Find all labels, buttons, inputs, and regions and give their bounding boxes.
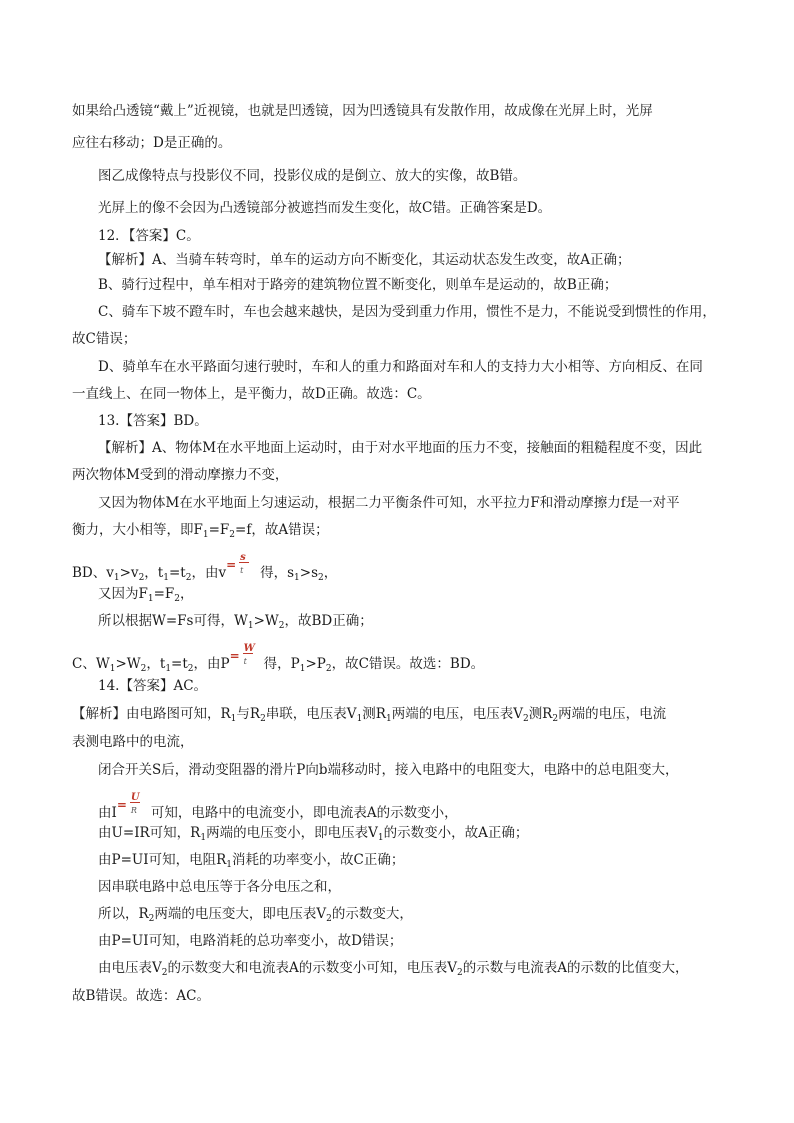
para-line: 【解析】A、物体M在水平地面上运动时，由于对水平地面的压力不变，接触面的粗糙程度不变，因此: [98, 440, 703, 456]
fraction: = U R: [116, 792, 140, 815]
para-line: 由P=UI可知，电路消耗的总功率变小，故D错误；: [98, 933, 403, 949]
para-line: 两次物体M受到的滑动摩擦力不变，: [72, 467, 289, 483]
para-line: 所以根据W=Fs可得，$W_1>W_2$，故BD正确；: [98, 613, 373, 631]
para-line: 图乙成像特点与投影仪不同，投影仪成的是倒立、放大的实像，故B错。: [98, 168, 527, 184]
para-line: 因串联电路中总电压等于各分电压之和，: [98, 879, 341, 895]
para-line: 应往右移动；D是正确的。: [72, 135, 232, 151]
para-line: C、骑车下坡不蹬车时，车也会越来越快，是因为受到重力作用，惯性不是力，不能说受到惯性的作用，: [98, 304, 716, 320]
formula-line: BD、$v_1>v_2$，$t_1=t_2$，由v = s t 得，$s_1>s_2$，: [72, 552, 338, 583]
para-line: 又因为$F_1=F_2$，: [98, 586, 194, 604]
formula-line: C、$W_1>W_2$，$t_1=t_2$，由P = W t 得，$P_1>P_2$，故C错误。故选：BD。: [72, 643, 485, 674]
answer-heading-12: 12．【答案】C。: [98, 228, 200, 244]
para-line: B、骑行过程中，单车相对于路旁的建筑物位置不断变化，则单车是运动的，故B正确；: [98, 277, 618, 293]
para-line: 由电压表$V_2$的示数变大和电流表A的示数变小可知，电压表$V_2$的示数与电流表A的示数的比值变大，: [98, 960, 689, 978]
para-line: 闭合开关S后，滑动变阻器的滑片P向b端移动时，接入电路中的电阻变大，电路中的总电阻变大，: [98, 762, 679, 778]
para-line: 故B错误。故选：AC。: [72, 988, 210, 1004]
para-line: 衡力，大小相等，即$F_1=F_2=f$，故A错误；: [72, 522, 329, 540]
para-line: 又因为物体M在水平地面上匀速运动，根据二力平衡条件可知，水平拉力F和滑动摩擦力f是一对平: [98, 495, 680, 511]
para-line: 所以，$R_2$两端的电压变大，即电压表$V_2$的示数变大，: [98, 906, 413, 924]
para-line: D、骑单车在水平路面匀速行驶时，车和人的重力和路面对车和人的支持力大小相等、方向相反、在同: [98, 359, 703, 375]
para-line: 【解析】A、当骑车转弯时，单车的运动方向不断变化，其运动状态发生改变，故A正确；: [98, 252, 631, 268]
para-line: 一直线上、在同一物体上，是平衡力，故D正确。故选：C。: [72, 386, 431, 402]
fraction: = W t: [229, 643, 255, 666]
para-line: 如果给凸透镜“戴上”近视镜，也就是凹透镜，因为凹透镜具有发散作用，故成像在光屏上时，光屏: [72, 103, 653, 119]
para-line: 光屏上的像不会因为凸透镜部分被遮挡而发生变化，故C错。正确答案是D。: [98, 200, 552, 216]
answer-heading-13: 13.【答案】BD。: [98, 413, 208, 429]
para-line: 表测电路中的电流，: [72, 734, 194, 750]
answer-heading-14: 14.【答案】AC。: [98, 678, 208, 694]
para-line: 【解析】由电路图可知，$R_1$与$R_2$串联，电压表$V_1$测$R_1$两端的电压，电压表$V_2$测$R_2$两端的电压，电流: [72, 706, 667, 724]
formula-line: 由I = U R 可知，电路中的电流变小，即电流表A的示数变小，: [98, 792, 458, 821]
para-line: 由P=UI可知，电阻$R_1$消耗的功率变小，故C正确；: [98, 852, 405, 870]
para-line: 故C错误；: [72, 331, 137, 347]
para-line: 由U=IR可知，$R_1$两端的电压变小，即电压表$V_1$的示数变小，故A正确；: [98, 825, 529, 843]
fraction: = s t: [226, 557, 260, 577]
